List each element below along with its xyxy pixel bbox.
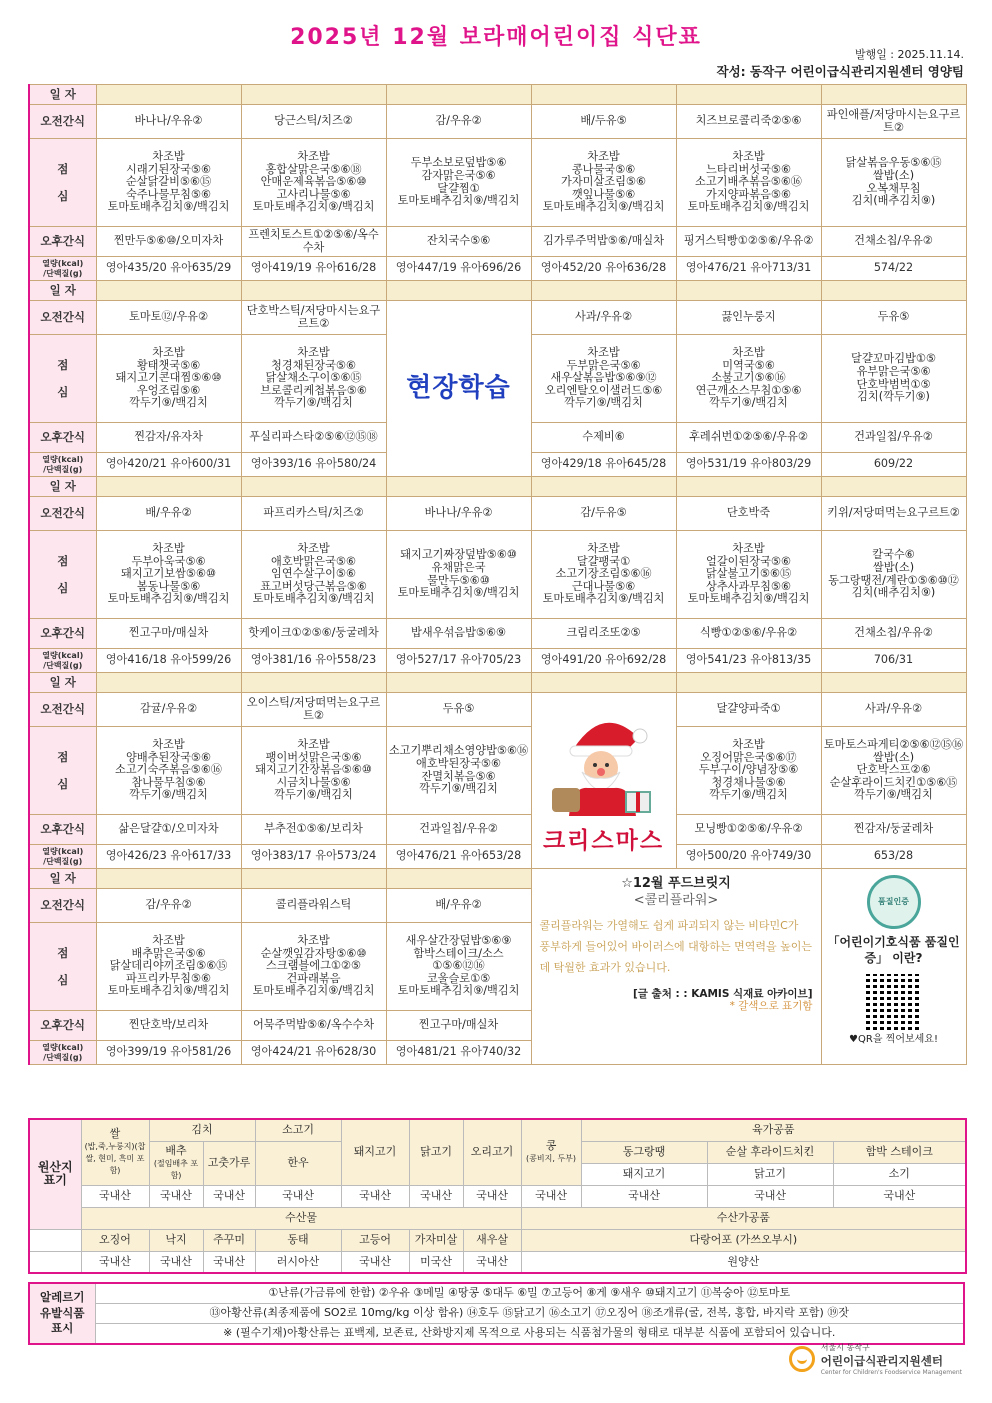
allergy-line-3: ※ (필수기재)아황산류는 표백제, 보존료, 산화방지제 목적으로 사용되는 식품첨가물의 형태로 대부분 식품에 포함되어 있습니다.: [95, 1323, 964, 1343]
processed-item-2: 순살 후라이드치킨: [707, 1141, 833, 1163]
cell-pm: 식빵①②⑤⑥/우유②: [676, 619, 821, 649]
cell-pm: 핑거스틱빵①②⑤⑥/우유②: [676, 227, 821, 257]
bean-head: 콩: [545, 1139, 557, 1153]
cell-lunch: 차조밥 홍합살맑은국⑤⑥⑱ 안매운제육볶음⑤⑥⑩ 고사리나물⑤⑥ 토마토배추김치⑨/백김치: [241, 139, 386, 227]
cell-am: 감귤/우유②: [96, 693, 241, 727]
cell-cal: 영아429/18 유아645/28: [531, 453, 676, 477]
row-label-am: 오전간식: [29, 105, 96, 139]
cell-cal: 영아435/20 유아635/29: [96, 257, 241, 281]
cell-am: 오이스틱/저당떠먹는요구르트②: [241, 693, 386, 727]
row-label-cal-2: /단백질(g): [43, 268, 83, 278]
cell-cal: 영아531/19 유아803/29: [676, 453, 821, 477]
cell-am: 키위/저당떠먹는요구르트②: [821, 497, 966, 531]
processed-meat-1: 돼지고기: [581, 1163, 707, 1185]
cell-pm: 삶은달걀①/오미자차: [96, 815, 241, 845]
row-label-am: 오전간식: [29, 693, 96, 727]
cell-lunch: 소고기뿌리채소영양밥⑤⑥⑯ 애호박된장국⑤⑥ 잔멸치볶음⑤⑥ 깍두기⑨/백김치: [386, 727, 531, 815]
cell-date: [241, 281, 386, 301]
cell-date: [821, 281, 966, 301]
row-label-cal-2: /단백질(g): [43, 464, 83, 474]
origin-value: 국내산: [255, 1185, 341, 1207]
seafood-origin: 국내산: [463, 1251, 521, 1273]
cell-lunch: 차조밥 순살깻잎감자탕⑤⑥⑩ 스크램블에그①②⑤ 건파래볶음 토마토배추김치⑨/백김치: [241, 923, 386, 1011]
cell-am: 파인애플/저당마시는요구르트②: [821, 105, 966, 139]
cell-lunch: 두부소보로덮밥⑤⑥ 감자맑은국⑤⑥ 달걀찜① 토마토배추김치⑨/백김치: [386, 139, 531, 227]
cell-lunch: 차조밥 애호박맑은국⑤⑥ 임연수살구이⑤⑥ 표고버섯당근볶음⑤⑥ 토마토배추김치⑨/백김치: [241, 531, 386, 619]
row-label-pm: 오후간식: [29, 423, 96, 453]
row-label-date: 일 자: [29, 673, 96, 693]
cell-lunch: 닭살볶음우동⑤⑥⑮ 쌀밥(소) 오복채무침 김치(배추김치⑨): [821, 139, 966, 227]
cell-lunch: 차조밥 두부아욱국⑤⑥ 돼지고기보쌈⑤⑥⑩ 봄동나물⑤⑥ 토마토배추김치⑨/백김치: [96, 531, 241, 619]
processed-item-1: 동그랑땡: [581, 1141, 707, 1163]
cell-am: 사과/우유②: [531, 301, 676, 335]
cell-lunch: 차조밥 두부맑은국⑤⑥ 새우살볶음밥⑤⑥⑨⑫ 오리엔탈오이샐러드⑤⑥ 깍두기⑨/백김치: [531, 335, 676, 423]
cell-am: 감/우유②: [386, 105, 531, 139]
field-trip-label: 현장학습: [406, 372, 511, 403]
cell-date: [96, 85, 241, 105]
seafood-name: 고등어: [341, 1229, 409, 1251]
cell-pm: 모닝빵①②⑤⑥/우유②: [676, 815, 821, 845]
cell-lunch: 차조밥 달걀팽국① 소고기장조림⑤⑥⑯ 근대나물⑤⑥ 토마토배추김치⑨/백김치: [531, 531, 676, 619]
cell-lunch: 달걀꼬마김밥①⑤ 유부맑은국⑤⑥ 단호박범벅①⑤ 김치(깍두기⑨): [821, 335, 966, 423]
qr-note: ♥QR을 찍어보세요!: [849, 1034, 938, 1046]
cell-pm: 건과일칩/우유②: [821, 423, 966, 453]
cell-am: 끓인누룽지: [676, 301, 821, 335]
row-label-cal-1: 열량(kcal): [42, 259, 84, 269]
santa-illustration: [544, 708, 664, 818]
cell-lunch: 토마토스파게티②⑤⑥⑫⑮⑯ 쌀밥(소) 단호박스프②⑥ 순살후라이드치킨①⑤⑥⑮ 깍두기⑨/백김치: [821, 727, 966, 815]
cell-pm: 크림리조또②⑤: [531, 619, 676, 649]
rice-sub: (밥,죽,누룽지)(찹쌀, 현미, 흑미 포함): [84, 1142, 146, 1176]
row-label-lunch-2: 심: [57, 580, 69, 595]
food-bridge-note: * 갈색으로 표기함: [729, 999, 813, 1012]
origin-value: 국내산: [81, 1185, 149, 1207]
cell-date: [676, 477, 821, 497]
row-label-pm: 오후간식: [29, 227, 96, 257]
cell-lunch: 차조밥 팽이버섯맑은국⑤⑥ 돼지고기간장볶음⑤⑥⑩ 시금치나물⑤⑥ 깍두기⑨/백김치: [241, 727, 386, 815]
seafood-origin: 국내산: [203, 1251, 255, 1273]
cell-pm: 수제비⑥: [531, 423, 676, 453]
row-label-pm: 오후간식: [29, 815, 96, 845]
seafood-name: 주꾸미: [203, 1229, 255, 1251]
cell-pm: 푸실리파스타②⑤⑥⑫⑮⑱: [241, 423, 386, 453]
row-label-cal: [29, 649, 96, 673]
cell-date: [386, 85, 531, 105]
smile-logo-icon: [789, 1346, 815, 1372]
cell-pm: 건과일칩/우유②: [386, 815, 531, 845]
cell-cal: 영아541/23 유아813/35: [676, 649, 821, 673]
row-label-cal-1: 열량(kcal): [42, 455, 84, 465]
cell-pm: 건채소칩/우유②: [821, 619, 966, 649]
cell-cal: 영아393/16 유아580/24: [241, 453, 386, 477]
cell-cal: 574/22: [821, 257, 966, 281]
row-label-cal: [29, 257, 96, 281]
allergy-line-1: ①난류(가금류에 한함) ②우유 ③메밀 ④땅콩 ⑤대두 ⑥밀 ⑦고등어 ⑧게 ⑨새우 ⑩돼지고기 ⑪복숭아 ⑫토마토: [95, 1283, 964, 1303]
hanwoo-head: 한우: [255, 1141, 341, 1185]
cell-am: 바나나/우유②: [386, 497, 531, 531]
cell-lunch: 차조밥 청경채된장국⑤⑥ 닭살채소구이⑤⑥⑮ 브로콜리케첩볶음⑤⑥ 깍두기⑨/백김치: [241, 335, 386, 423]
field-trip-cell: [386, 301, 531, 477]
cell-lunch: 차조밥 황태챗국⑤⑥ 돼지고기콘대찜⑤⑥⑩ 우엉조림⑤⑥ 깍두기⑨/백김치: [96, 335, 241, 423]
cell-am: 달걀양파죽①: [676, 693, 821, 727]
cell-date: [241, 673, 386, 693]
row-label-cal: [29, 453, 96, 477]
food-bridge-subtitle: <콜리플라워>: [633, 892, 719, 908]
cell-cal: 영아500/20 유아749/30: [676, 845, 821, 869]
cell-lunch: 차조밥 얼갈이된장국⑤⑥ 닭살불고기⑤⑥⑮ 상추사과무침⑤⑥ 토마토배추김치⑨/백김치: [676, 531, 821, 619]
seafood-proc-head: 수산가공품: [521, 1207, 966, 1229]
cell-date: [386, 477, 531, 497]
cell-am: 감/우유②: [96, 889, 241, 923]
cell-am: 당근스틱/치즈②: [241, 105, 386, 139]
qr-code-icon: [866, 974, 922, 1030]
cell-date: [96, 869, 241, 889]
cell-am: 단호박스틱/저당마시는요구르트②: [241, 301, 386, 335]
cabbage-sub: (절임배추 포함): [153, 1158, 199, 1181]
allergy-label: 알레르기 유발식품 표시: [29, 1283, 95, 1344]
origin-value: 국내산: [203, 1185, 255, 1207]
row-label-lunch-1: 점: [57, 553, 69, 568]
cell-am: 배/우유②: [386, 889, 531, 923]
cell-am: 감/두유⑤: [531, 497, 676, 531]
certification-title: 「어린이기호식품 품질인증」 이란?: [827, 935, 960, 965]
cell-pm: 찐고구마/매실차: [386, 1011, 531, 1041]
cell-pm: 찐만두⑤⑥⑩/오미자차: [96, 227, 241, 257]
seafood-name: 새우살: [463, 1229, 521, 1251]
cell-lunch: 돼지고기짜장덮밥⑤⑥⑩ 유채맑은국 물만두⑤⑥⑩ 토마토배추김치⑨/백김치: [386, 531, 531, 619]
page-title: 2025년 12월 보라매어린이집 식단표: [290, 25, 702, 50]
cell-date: [821, 477, 966, 497]
cell-am: 바나나/우유②: [96, 105, 241, 139]
seafood-name: 낙지: [149, 1229, 203, 1251]
cell-am: 치즈브로콜리죽②⑤⑥: [676, 105, 821, 139]
meal-table: [28, 84, 967, 1065]
row-label-date: 일 자: [29, 85, 96, 105]
cell-pm: 밥새우섞음밥⑤⑥⑨: [386, 619, 531, 649]
cell-lunch: 차조밥 콩나물국⑤⑥ 가자미살조림⑤⑥ 깻잎나물⑤⑥ 토마토배추김치⑨/백김치: [531, 139, 676, 227]
cell-cal: 653/28: [821, 845, 966, 869]
row-label-lunch: [29, 923, 96, 1011]
food-bridge-source: [글 출처 : : KAMIS 식재료 아카이브]: [632, 988, 813, 1001]
cabbage-head: 배추: [165, 1143, 187, 1157]
food-bridge-title: ☆12월 푸드브릿지: [621, 876, 731, 891]
cell-cal: 영아426/23 유아617/33: [96, 845, 241, 869]
cell-cal: 영아419/19 유아616/28: [241, 257, 386, 281]
cell-am: 토마토⑫/우유②: [96, 301, 241, 335]
row-label-cal-2: /단백질(g): [43, 856, 83, 866]
cell-date: [531, 673, 676, 693]
cell-pm: 찐고구마/매실차: [96, 619, 241, 649]
seafood-origin: 국내산: [81, 1251, 149, 1273]
origin-label: 원산지 표기: [29, 1119, 81, 1229]
christmas-cell: [531, 693, 676, 869]
cell-cal: 영아481/21 유아740/32: [386, 1041, 531, 1065]
cell-date: [386, 281, 531, 301]
rice-head: 쌀: [109, 1127, 121, 1141]
duck-head: 오리고기: [463, 1119, 521, 1185]
cell-cal: 영아452/20 유아636/28: [531, 257, 676, 281]
cell-lunch: 새우살간장덮밥⑤⑥⑨ 함박스테이크/소스①⑤⑥⑫⑯ 코울슬로①⑤ 토마토배추김치⑨/백김치: [386, 923, 531, 1011]
cell-am: 콜리플라워스틱: [241, 889, 386, 923]
origin-table: [28, 1118, 967, 1274]
cell-am: 단호박죽: [676, 497, 821, 531]
row-label-pm: 오후간식: [29, 619, 96, 649]
origin-value: 국내산: [707, 1185, 833, 1207]
cell-date: [531, 85, 676, 105]
cell-cal: 609/22: [821, 453, 966, 477]
cell-cal: 영아447/19 유아696/26: [386, 257, 531, 281]
cell-lunch: 차조밥 시래기된장국⑤⑥ 순살닭갈비⑤⑥⑮ 숙주나물무침⑤⑥ 토마토배추김치⑨/백김치: [96, 139, 241, 227]
seafood-origin: 미국산: [409, 1251, 463, 1273]
cell-am: 두유⑤: [821, 301, 966, 335]
pork-head: 돼지고기: [341, 1119, 409, 1185]
cell-cal: 영아476/21 유아653/28: [386, 845, 531, 869]
cell-cal: 706/31: [821, 649, 966, 673]
origin-value: 국내산: [521, 1185, 581, 1207]
processed-item-3: 함박 스테이크: [833, 1141, 966, 1163]
row-label-am: 오전간식: [29, 889, 96, 923]
seafood-name: 가자미살: [409, 1229, 463, 1251]
allergy-table: [28, 1282, 965, 1345]
cell-cal: 영아399/19 유아581/26: [96, 1041, 241, 1065]
cell-pm: 찐감자/유자차: [96, 423, 241, 453]
row-label-cal-1: 열량(kcal): [42, 651, 84, 661]
cell-pm: 잔치국수⑤⑥: [386, 227, 531, 257]
row-label-am: 오전간식: [29, 301, 96, 335]
row-label-lunch: [29, 727, 96, 815]
row-label-cal: [29, 845, 96, 869]
cell-pm: 찐감자/둥굴레차: [821, 815, 966, 845]
seafood-name: 동태: [255, 1229, 341, 1251]
row-label-lunch-2: 심: [57, 188, 69, 203]
bean-sub: (콩비지, 두부): [526, 1154, 577, 1164]
row-label-lunch-1: 점: [57, 749, 69, 764]
origin-value: 국내산: [149, 1185, 203, 1207]
cell-date: [531, 281, 676, 301]
pepper-head: 고춧가루: [203, 1141, 255, 1185]
origin-value: 국내산: [341, 1185, 409, 1207]
row-label-lunch: [29, 335, 96, 423]
food-bridge-panel: [531, 869, 821, 1065]
cell-date: [96, 673, 241, 693]
footer-line-3: Center for Children's Foodservice Management: [820, 1369, 962, 1376]
row-label-lunch: [29, 531, 96, 619]
cell-date: [531, 477, 676, 497]
row-label-cal-1: 열량(kcal): [42, 847, 84, 857]
cell-date: [241, 85, 386, 105]
cell-cal: 영아527/17 유아705/23: [386, 649, 531, 673]
footer-line-1: 서울시 동작구: [820, 1343, 870, 1352]
cell-cal: 영아491/20 유아692/28: [531, 649, 676, 673]
certification-seal: 품질인증: [867, 875, 921, 929]
seafood-name: 오징어: [81, 1229, 149, 1251]
cell-date: [676, 673, 821, 693]
row-label-lunch-1: 점: [57, 357, 69, 372]
row-label-lunch-2: 심: [57, 972, 69, 987]
row-label-cal-2: /단백질(g): [43, 1052, 83, 1062]
row-label-cal-1: 열량(kcal): [42, 1043, 84, 1053]
cell-pm: 후레쉬번①②⑤⑥/우유②: [676, 423, 821, 453]
processed-meat-3: 소기: [833, 1163, 966, 1185]
certification-panel: [821, 869, 966, 1065]
cell-date: [821, 85, 966, 105]
row-label-cal: [29, 1041, 96, 1065]
cell-lunch: 차조밥 느타리버섯국⑤⑥ 소고기배추볶음⑤⑥⑯ 가지양파볶음⑤⑥ 토마토배추김치⑨/백김치: [676, 139, 821, 227]
cell-pm: 건채소칩/우유②: [821, 227, 966, 257]
row-label-pm: 오후간식: [29, 1011, 96, 1041]
cell-pm: 프렌치토스트①②⑤⑥/옥수수차: [241, 227, 386, 257]
cell-am: 두유⑤: [386, 693, 531, 727]
cell-date: [96, 281, 241, 301]
origin-value: 국내산: [409, 1185, 463, 1207]
origin-value: 국내산: [581, 1185, 707, 1207]
seafood-proc-origin: 원양산: [521, 1251, 966, 1273]
cell-date: [821, 673, 966, 693]
footer-line-2: 어린이급식관리지원센터: [820, 1354, 943, 1368]
cell-pm: 핫케이크①②⑤⑥/둥굴레차: [241, 619, 386, 649]
row-label-date: 일 자: [29, 477, 96, 497]
food-bridge-body: 콜리플라워는 가열해도 쉽게 파괴되지 않는 비타민C가 풍부하게 들어있어 바이러스에 대항하는 면역력을 높이는 데 탁월한 효과가 있습니다.: [539, 919, 813, 975]
cell-lunch: 차조밥 오징어맑은국⑤⑥⑰ 두부구이/양념장⑤⑥ 청경채나물⑤⑥ 깍두기⑨/백김치: [676, 727, 821, 815]
cell-date: [676, 281, 821, 301]
cell-lunch: 차조밥 배추맑은국⑤⑥ 닭살데리야끼조림⑤⑥⑮ 파프리카무침⑤⑥ 토마토배추김치⑨/백김치: [96, 923, 241, 1011]
processed-meat-2: 닭고기: [707, 1163, 833, 1185]
cell-cal: 영아381/16 유아558/23: [241, 649, 386, 673]
cell-cal: 영아476/21 유아713/31: [676, 257, 821, 281]
cell-am: 파프리카스틱/치즈②: [241, 497, 386, 531]
cell-am: 배/우유②: [96, 497, 241, 531]
cell-cal: 영아416/18 유아599/26: [96, 649, 241, 673]
row-label-am: 오전간식: [29, 497, 96, 531]
processed-meat-head: 육가공품: [581, 1119, 966, 1141]
row-label-date: 일 자: [29, 281, 96, 301]
cell-lunch: 차조밥 미역국⑤⑥ 소불고기⑤⑥⑯ 연근깨소스무침①⑤⑥ 깍두기⑨/백김치: [676, 335, 821, 423]
cell-cal: 영아420/21 유아600/31: [96, 453, 241, 477]
author: 작성: 동작구 어린이급식관리지원센터 영양팀: [716, 64, 964, 79]
cell-date: [241, 477, 386, 497]
row-label-lunch: [29, 139, 96, 227]
cell-cal: 영아383/17 유아573/24: [241, 845, 386, 869]
seafood-origin: 국내산: [149, 1251, 203, 1273]
seafood-head: 수산물: [81, 1207, 521, 1229]
beef-head: 소고기: [255, 1119, 341, 1141]
cell-lunch: 차조밥 양배추된장국⑤⑥ 소고기숙주볶음⑤⑥⑯ 참나물무침⑤⑥ 깍두기⑨/백김치: [96, 727, 241, 815]
seafood-origin: 국내산: [341, 1251, 409, 1273]
chicken-head: 닭고기: [409, 1119, 463, 1185]
seafood-proc-name: 다랑어포 (가쓰오부시): [521, 1229, 966, 1251]
cell-am: 사과/우유②: [821, 693, 966, 727]
footer-logo: [789, 1342, 962, 1376]
cell-cal: 영아424/21 유아628/30: [241, 1041, 386, 1065]
cell-date: [676, 85, 821, 105]
christmas-label: 크리스마스: [542, 827, 665, 854]
row-label-cal-2: /단백질(g): [43, 660, 83, 670]
cell-pm: 김가루주먹밥⑤⑥/매실차: [531, 227, 676, 257]
origin-value: 국내산: [833, 1185, 966, 1207]
seafood-origin: 러시아산: [255, 1251, 341, 1273]
cell-date: [96, 477, 241, 497]
row-label-date: 일 자: [29, 869, 96, 889]
cell-pm: 어묵주먹밥⑤⑥/옥수수차: [241, 1011, 386, 1041]
cell-date: [386, 673, 531, 693]
cell-lunch: 칼국수⑥ 쌀밥(소) 동그랑땡전/계란①⑤⑥⑩⑫ 김치(배추김치⑨): [821, 531, 966, 619]
row-label-lunch-1: 점: [57, 945, 69, 960]
row-label-lunch-1: 점: [57, 161, 69, 176]
cell-date: [241, 869, 386, 889]
issue-date: 발행일 : 2025.11.14.: [854, 48, 964, 61]
origin-value: 국내산: [463, 1185, 521, 1207]
cell-pm: 찐단호박/보리차: [96, 1011, 241, 1041]
row-label-lunch-2: 심: [57, 384, 69, 399]
row-label-lunch-2: 심: [57, 776, 69, 791]
cell-date: [386, 869, 531, 889]
cell-pm: 부추전①⑤⑥/보리차: [241, 815, 386, 845]
cell-am: 배/두유⑤: [531, 105, 676, 139]
kimchi-head: 김치: [149, 1119, 255, 1141]
allergy-line-2: ⑬아황산류(최종제품에 SO2로 10mg/kg 이상 함유) ⑭호두 ⑮닭고기 ⑯소고기 ⑰오징어 ⑱조개류(굴, 전복, 홍합, 바지락 포함) ⑲잣: [95, 1303, 964, 1323]
